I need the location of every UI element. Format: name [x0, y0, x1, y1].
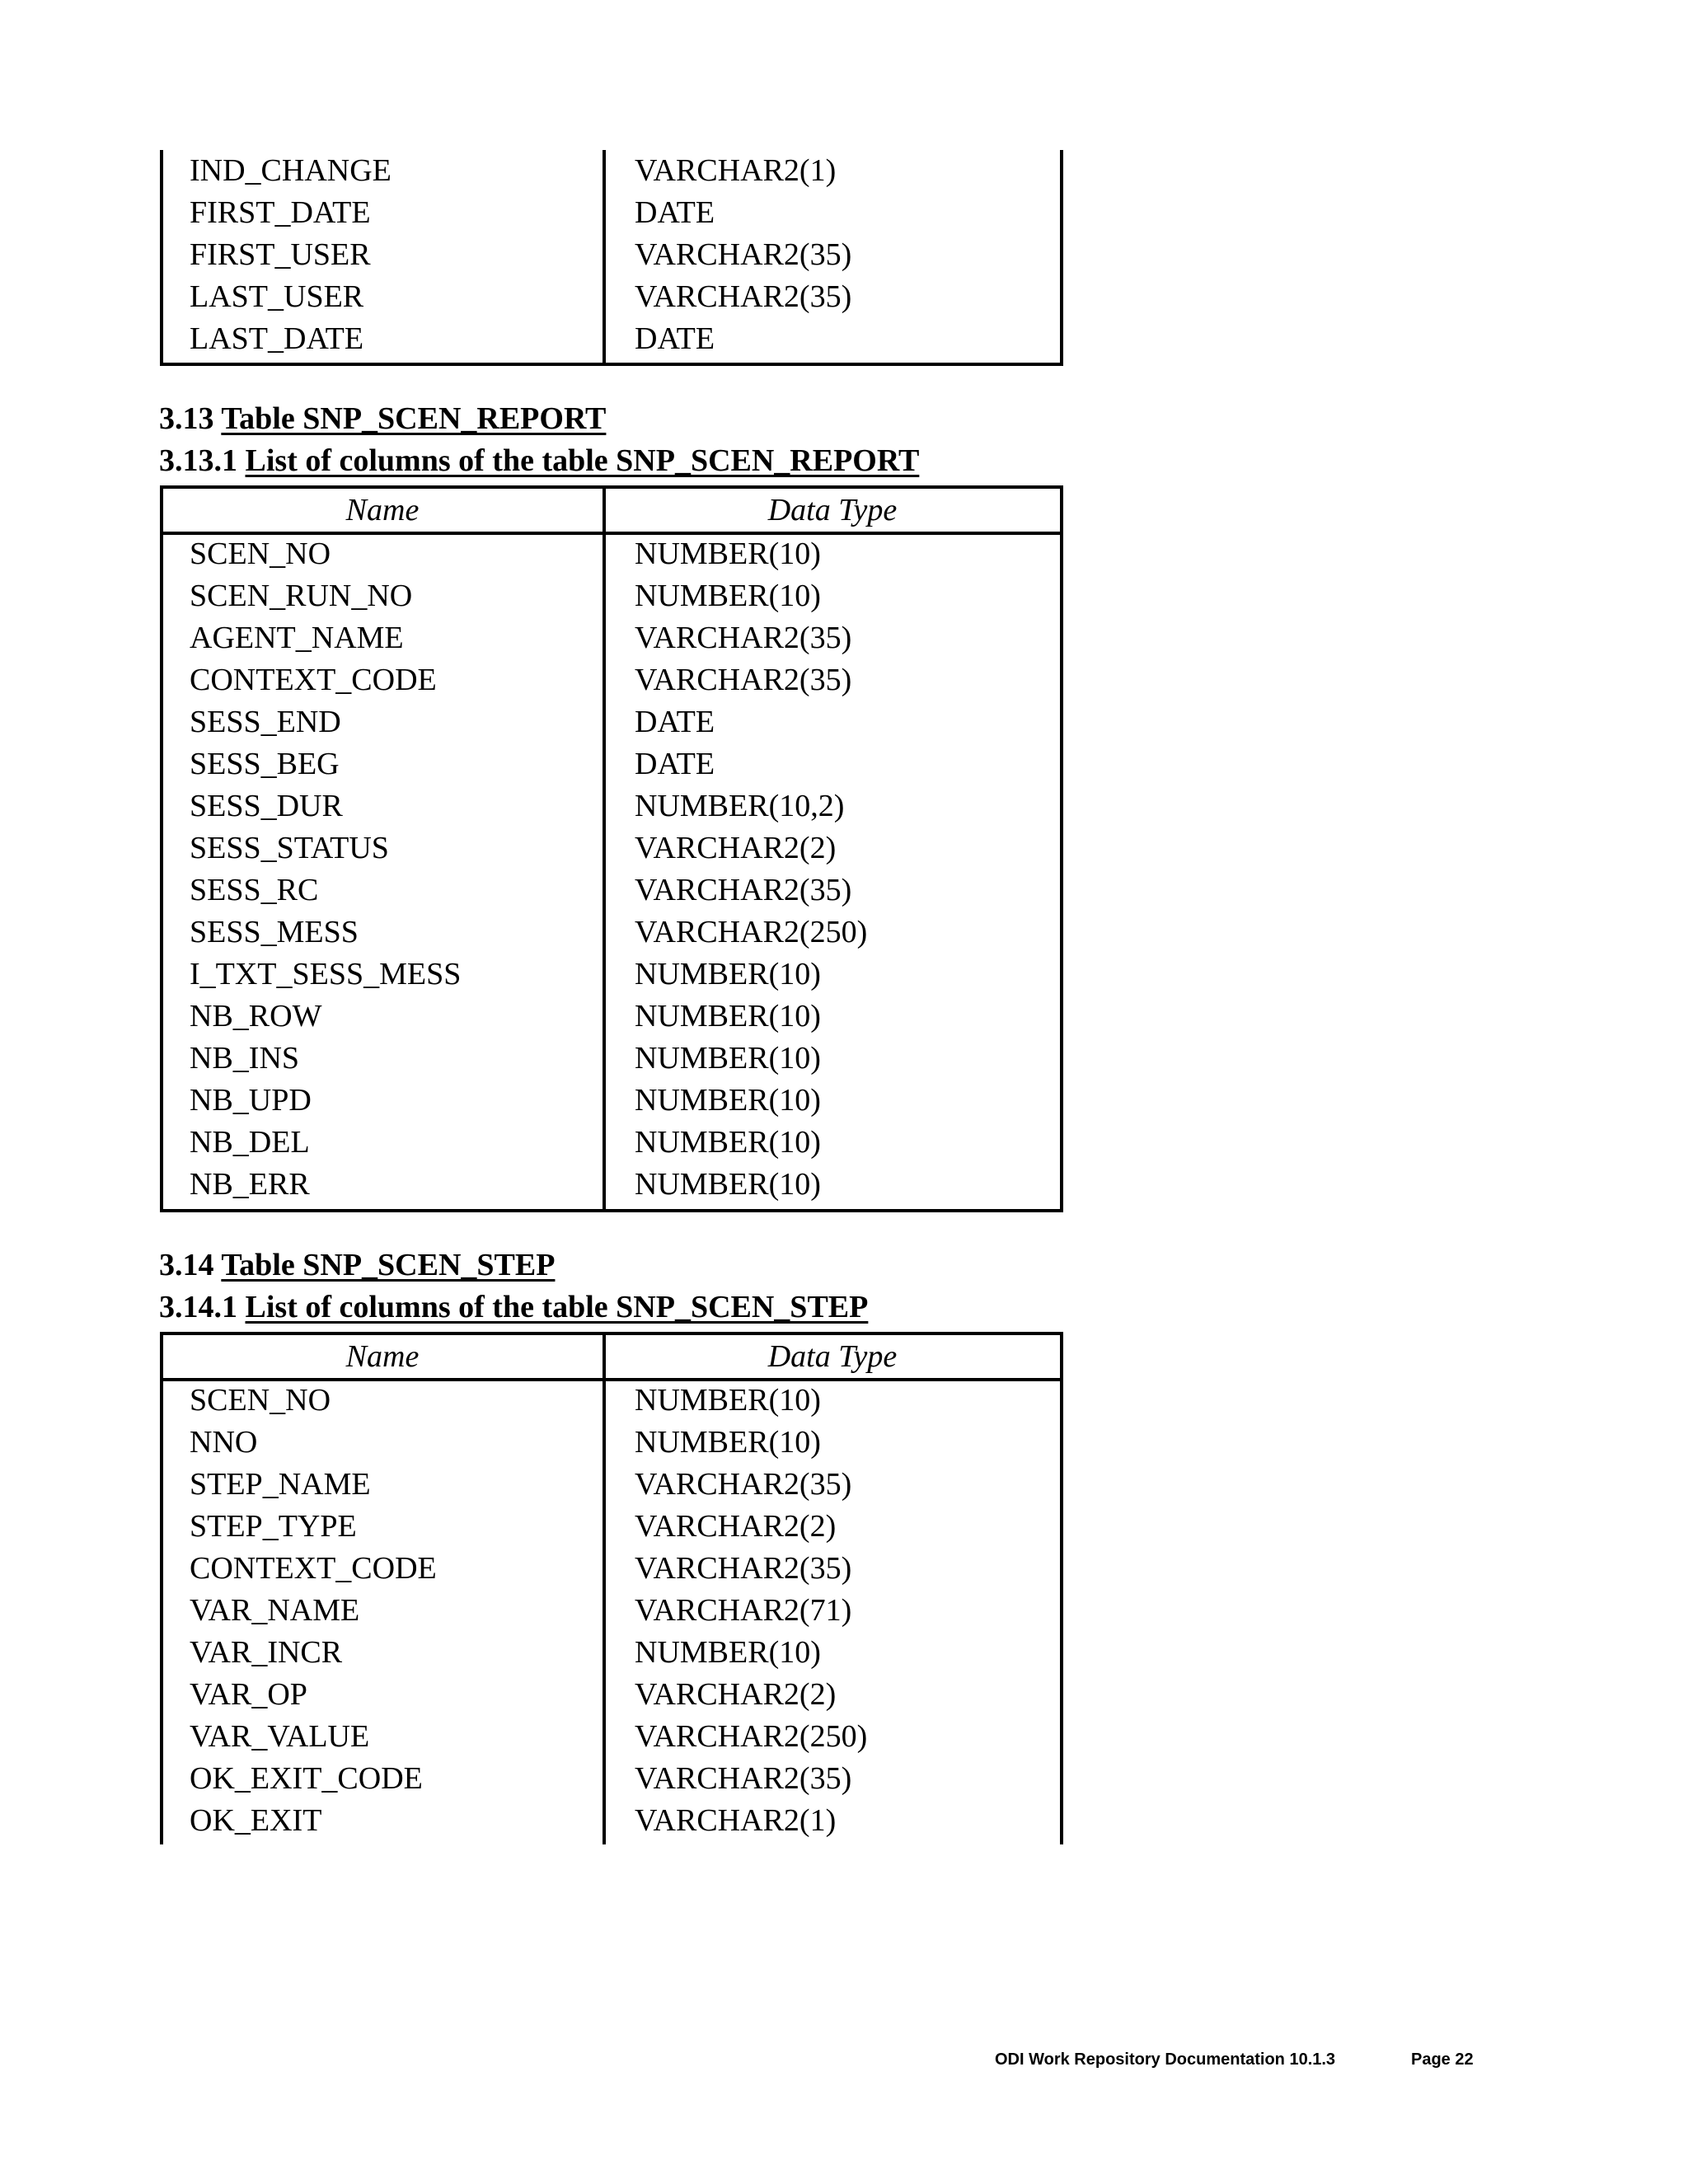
header-data-type: Data Type: [767, 1339, 898, 1374]
data-type-cell: VARCHAR2(35): [635, 663, 852, 697]
data-type-cell: VARCHAR2(35): [635, 279, 852, 314]
subsection-title: List of columns of the table SNP_SCEN_REPORT: [245, 443, 920, 478]
data-type-cell: VARCHAR2(250): [635, 915, 868, 949]
column-name-cell: VAR_NAME: [190, 1593, 360, 1628]
data-type-cell: NUMBER(10): [635, 1125, 821, 1160]
column-name-cell: SESS_DUR: [190, 789, 343, 823]
column-name-cell: NB_ROW: [190, 999, 322, 1033]
column-name-cell: SESS_RC: [190, 873, 319, 907]
table-row: [160, 234, 1063, 276]
data-type-cell: VARCHAR2(1): [635, 153, 837, 188]
columns-table-snp-scen-step: [160, 1332, 1063, 1844]
table-row: [160, 912, 1063, 954]
column-name-cell: STEP_TYPE: [190, 1509, 357, 1544]
table-row: [160, 954, 1063, 996]
section-title: Table SNP_SCEN_STEP: [221, 1248, 556, 1282]
table-row: [160, 1548, 1063, 1590]
data-type-cell: VARCHAR2(1): [635, 1803, 837, 1838]
column-name-cell: NB_UPD: [190, 1083, 312, 1118]
column-name-cell: AGENT_NAME: [190, 621, 404, 655]
footer-doc-title: ODI Work Repository Documentation 10.1.3: [995, 2050, 1336, 2069]
table-row: [160, 1716, 1063, 1758]
data-type-cell: NUMBER(10): [635, 1041, 821, 1076]
subsection-number: 3.14.1: [159, 1290, 237, 1324]
table-row: [160, 192, 1063, 234]
table-row: [160, 1800, 1063, 1842]
table-row: [160, 318, 1063, 360]
column-name-cell: NB_INS: [190, 1041, 300, 1076]
column-name-cell: SCEN_NO: [190, 1383, 331, 1418]
table-body: [160, 150, 1063, 360]
data-type-cell: DATE: [635, 321, 715, 356]
section-number: 3.13: [159, 401, 214, 436]
table-row: [160, 701, 1063, 743]
data-type-cell: DATE: [635, 195, 715, 230]
data-type-cell: NUMBER(10): [635, 1635, 821, 1670]
column-name-cell: SCEN_NO: [190, 537, 331, 571]
table-row: [160, 1380, 1063, 1422]
table-row: [160, 785, 1063, 827]
footer-page-number: Page 22: [1411, 2050, 1474, 2069]
table-row: [160, 1422, 1063, 1464]
table-header: [160, 485, 1063, 533]
subsection-heading-3-13-1: [159, 443, 919, 479]
column-name-cell: FIRST_DATE: [190, 195, 371, 230]
table-row: [160, 1506, 1063, 1548]
table-row: [160, 533, 1063, 575]
data-type-cell: VARCHAR2(35): [635, 1551, 852, 1586]
data-type-cell: VARCHAR2(2): [635, 1509, 837, 1544]
table-row: [160, 575, 1063, 617]
table-row: [160, 1632, 1063, 1674]
table-row: [160, 1590, 1063, 1632]
data-type-cell: NUMBER(10): [635, 1167, 821, 1202]
section-title: Table SNP_SCEN_REPORT: [221, 401, 607, 436]
data-type-cell: VARCHAR2(35): [635, 873, 852, 907]
table-row: [160, 1464, 1063, 1506]
data-type-cell: VARCHAR2(35): [635, 1467, 852, 1502]
data-type-cell: VARCHAR2(35): [635, 237, 852, 272]
data-type-cell: NUMBER(10): [635, 957, 821, 991]
table-row: [160, 659, 1063, 701]
data-type-cell: NUMBER(10,2): [635, 789, 845, 823]
column-name-cell: IND_CHANGE: [190, 153, 392, 188]
subsection-number: 3.13.1: [159, 443, 237, 478]
column-name-cell: OK_EXIT: [190, 1803, 322, 1838]
table-row: [160, 827, 1063, 869]
data-type-cell: VARCHAR2(250): [635, 1719, 868, 1754]
table-row: [160, 743, 1063, 785]
column-name-cell: VAR_VALUE: [190, 1719, 370, 1754]
column-name-cell: SESS_MESS: [190, 915, 359, 949]
columns-table-continued: [160, 150, 1063, 366]
table-row: [160, 1758, 1063, 1800]
header-data-type: Data Type: [767, 493, 898, 527]
data-type-cell: NUMBER(10): [635, 1383, 821, 1418]
data-type-cell: NUMBER(10): [635, 537, 821, 571]
column-name-cell: I_TXT_SESS_MESS: [190, 957, 462, 991]
table-body: [160, 533, 1063, 1206]
data-type-cell: NUMBER(10): [635, 999, 821, 1033]
section-number: 3.14: [159, 1248, 214, 1282]
table-row: [160, 1122, 1063, 1164]
table-row: [160, 1080, 1063, 1122]
data-type-cell: VARCHAR2(2): [635, 831, 837, 865]
section-heading-3-14: [159, 1247, 555, 1283]
column-name-cell: NNO: [190, 1425, 258, 1460]
table-header: [160, 1332, 1063, 1380]
column-name-cell: VAR_OP: [190, 1677, 307, 1712]
data-type-cell: NUMBER(10): [635, 1425, 821, 1460]
column-name-cell: NB_DEL: [190, 1125, 310, 1160]
column-name-cell: LAST_DATE: [190, 321, 364, 356]
columns-table-snp-scen-report: [160, 485, 1063, 1212]
data-type-cell: VARCHAR2(35): [635, 1761, 852, 1796]
column-name-cell: LAST_USER: [190, 279, 364, 314]
data-type-cell: VARCHAR2(2): [635, 1677, 837, 1712]
subsection-heading-3-14-1: [159, 1289, 868, 1325]
data-type-cell: NUMBER(10): [635, 579, 821, 613]
column-name-cell: SCEN_RUN_NO: [190, 579, 413, 613]
section-heading-3-13: [159, 401, 606, 437]
column-name-cell: SESS_BEG: [190, 747, 340, 781]
table-row: [160, 150, 1063, 192]
column-name-cell: CONTEXT_CODE: [190, 1551, 437, 1586]
column-name-cell: VAR_INCR: [190, 1635, 343, 1670]
header-name: Name: [345, 1339, 420, 1374]
data-type-cell: DATE: [635, 705, 715, 739]
table-row: [160, 1164, 1063, 1206]
data-type-cell: NUMBER(10): [635, 1083, 821, 1118]
header-name: Name: [345, 493, 420, 527]
table-row: [160, 617, 1063, 659]
column-name-cell: SESS_END: [190, 705, 341, 739]
data-type-cell: VARCHAR2(35): [635, 621, 852, 655]
column-name-cell: OK_EXIT_CODE: [190, 1761, 423, 1796]
table-row: [160, 869, 1063, 912]
subsection-title: List of columns of the table SNP_SCEN_STEP: [245, 1290, 869, 1324]
table-row: [160, 276, 1063, 318]
column-name-cell: FIRST_USER: [190, 237, 371, 272]
table-row: [160, 1674, 1063, 1716]
column-name-cell: CONTEXT_CODE: [190, 663, 437, 697]
column-name-cell: NB_ERR: [190, 1167, 310, 1202]
data-type-cell: DATE: [635, 747, 715, 781]
table-row: [160, 996, 1063, 1038]
data-type-cell: VARCHAR2(71): [635, 1593, 852, 1628]
table-body: [160, 1380, 1063, 1842]
column-name-cell: STEP_NAME: [190, 1467, 371, 1502]
table-row: [160, 1038, 1063, 1080]
column-name-cell: SESS_STATUS: [190, 831, 389, 865]
